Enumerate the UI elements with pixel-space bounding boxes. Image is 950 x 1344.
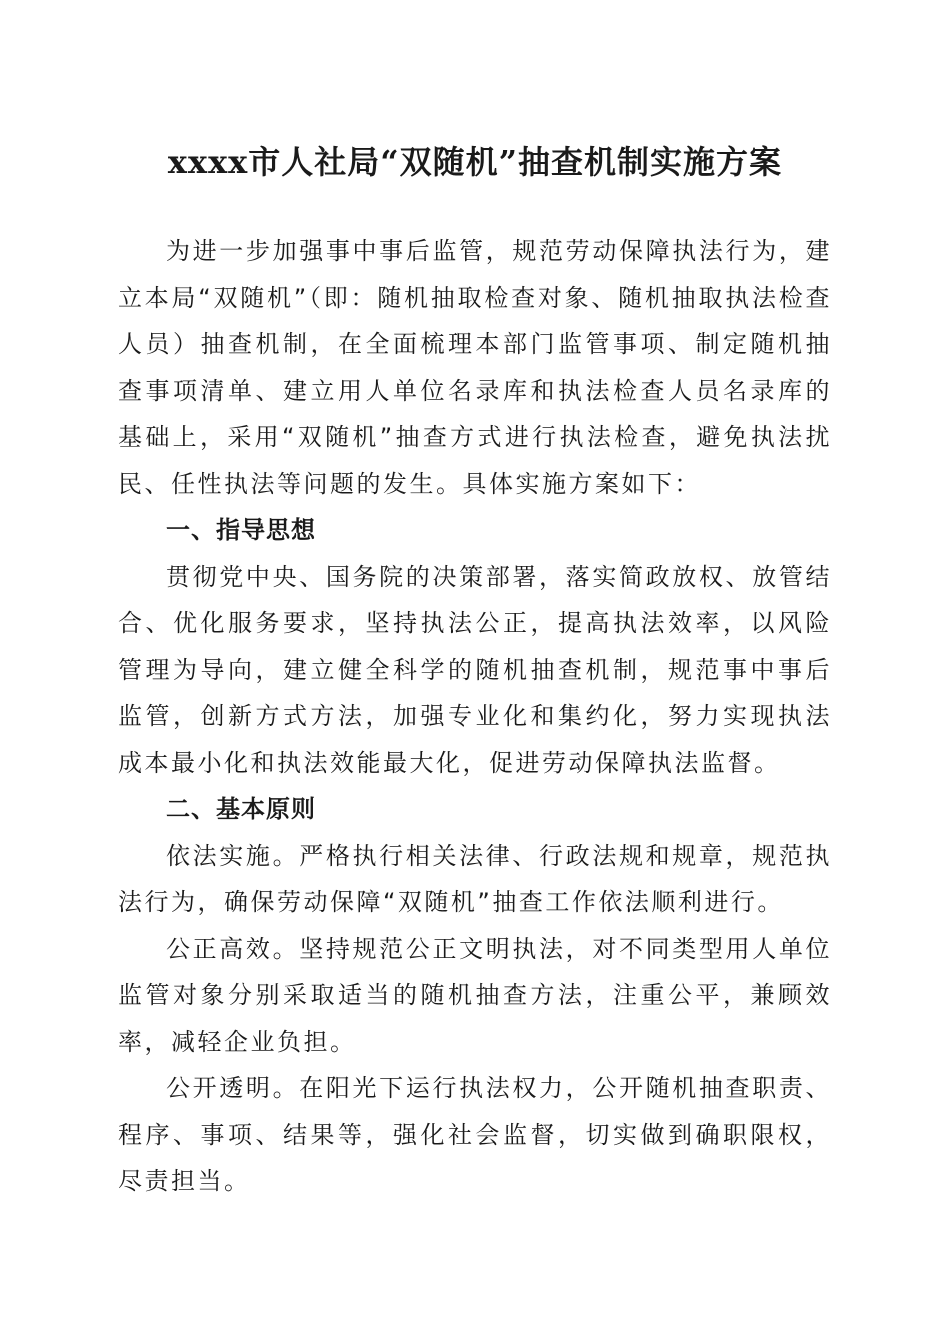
section-paragraph: 贯彻党中央、国务院的决策部署，落实简政放权、放管结合、优化服务要求，坚持执法公正，提高执法效率，以风险管理为导向，建立健全科学的随机抽查机制，规范事中事后监管，创新方式方法，加强专业化和集约化，努力实现执法成本最小化和执法效能最大化，促进劳动保障执法监督。 <box>118 562 832 777</box>
section-paragraph: 公正高效。坚持规范公正文明执法，对不同类型用人单位监管对象分别采取适当的随机抽查方法，注重公平，兼顾效率，减轻企业负担。 <box>118 934 832 1056</box>
section-heading-guiding-ideology: 一、指导思想 <box>166 516 316 544</box>
section-heading-basic-principles: 二、基本原则 <box>166 795 316 823</box>
intro-paragraph: 为进一步加强事中事后监管，规范劳动保障执法行为，建立本局“双随机”（即：随机抽取检查对象、随机抽取执法检查人员）抽查机制，在全面梳理本部门监管事项、制定随机抽查事项清单、建立用人单位名录库和执法检查人员名录库的基础上，采用“双随机”抽查方式进行执法检查，避免执法扰民、任性执法等问题的发生。具体实施方案如下： <box>118 237 832 498</box>
section-paragraph: 依法实施。严格执行相关法律、行政法规和规章，规范执法行为，确保劳动保障“双随机”抽查工作依法顺利进行。 <box>118 841 832 916</box>
document-body <box>118 228 832 1205</box>
document-title: xxxx市人社局“双随机”抽查机制实施方案 <box>167 143 783 181</box>
section-paragraph: 公开透明。在阳光下运行执法权力，公开随机抽查职责、程序、事项、结果等，强化社会监督，切实做到确职限权，尽责担当。 <box>118 1074 832 1195</box>
